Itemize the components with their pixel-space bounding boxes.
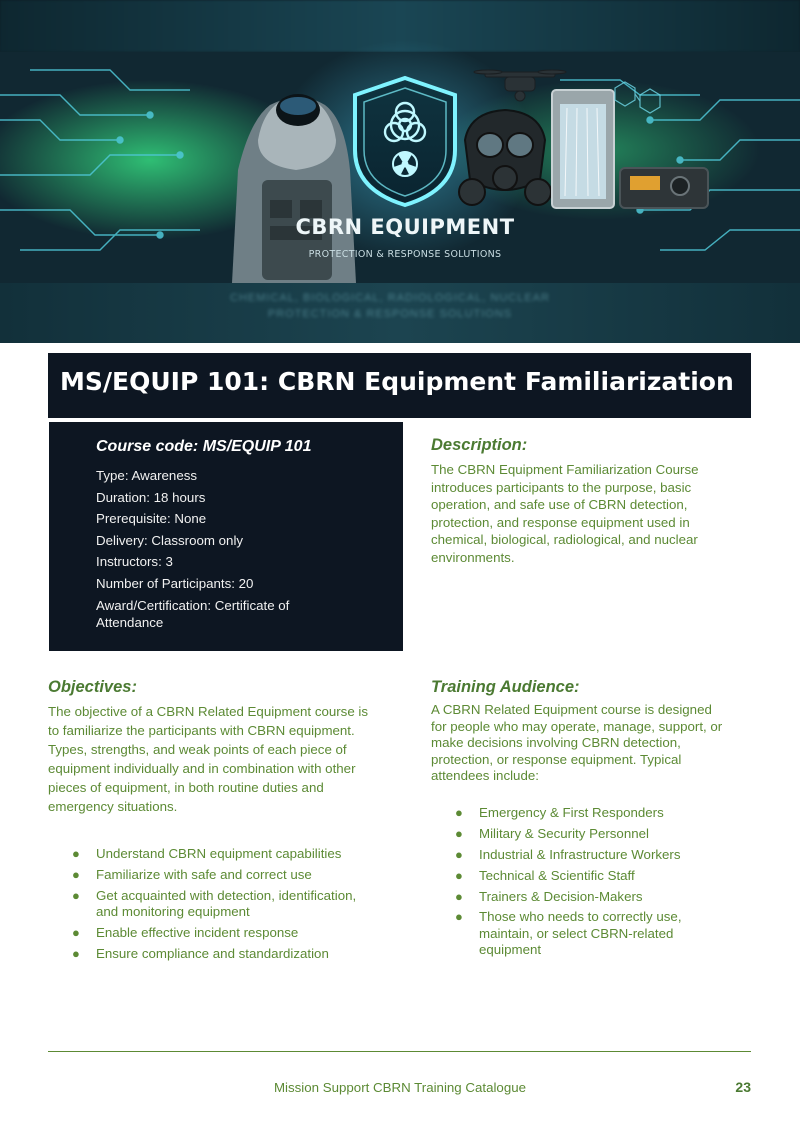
gas-mask-icon (459, 110, 551, 205)
bullet-icon: ● (455, 909, 463, 925)
info-type: Type: Awareness (96, 468, 198, 483)
ghost-line-2: PROTECTION & RESPONSE SOLUTIONS (267, 308, 513, 320)
audience-text: Industrial & Infrastructure Workers (479, 846, 681, 862)
course-code: Course code: MS/EQUIP 101 (96, 438, 312, 455)
audience-list (455, 805, 735, 963)
course-title: MS/EQUIP 101: CBRN Equipment Familiarization (60, 367, 734, 396)
bullet-icon: ● (455, 867, 463, 883)
course-info-card (49, 422, 403, 651)
footer-divider (48, 1051, 751, 1052)
info-prerequisite: Prerequisite: None (96, 511, 207, 527)
course-title-bar (48, 353, 751, 418)
audience-text: Emergency & First Responders (479, 805, 664, 820)
audience-text: Military & Security Personnel (479, 825, 649, 841)
audience-body: A CBRN Related Equipment course is designed for people who may operate, manage, support, or make decisions involving CBRN detection, protection, or response equipment. Typical attendees include: (431, 702, 723, 783)
cover-banner (0, 0, 800, 343)
list-item (72, 867, 382, 884)
footer-catalogue-title: Mission Support CBRN Training Catalogue (273, 1080, 527, 1095)
objective-text: Ensure compliance and standardization (96, 946, 329, 962)
bullet-icon: ● (455, 805, 463, 820)
objective-text: Enable effective incident response (96, 925, 299, 941)
list-item (72, 846, 382, 863)
banner-title: CBRN EQUIPMENT (295, 215, 515, 239)
decontamination-shower-icon (552, 90, 614, 208)
audience-text: Those who needs to correctly use, maintain, or select CBRN-related equipment (479, 909, 682, 958)
banner-ghost-text (230, 290, 550, 322)
list-item (455, 868, 735, 885)
objectives-body: The objective of a CBRN Related Equipment course is to familiarize the participants with CBRN equipment. Types, strengths, and weak points of each piece of equipment individually and in combination with other pieces of equipment, in both routine duties and emergency situations. (48, 704, 369, 814)
objectives-list (72, 846, 382, 967)
bullet-icon: ● (72, 925, 80, 941)
info-participants: Number of Participants: 20 (96, 575, 254, 591)
bullet-icon: ● (72, 946, 80, 962)
list-item (455, 909, 735, 959)
page-number: 23 (735, 1079, 751, 1095)
banner-subtitle: PROTECTION & RESPONSE SOLUTIONS (308, 249, 502, 260)
list-item (455, 847, 735, 864)
list-item (455, 889, 735, 906)
bullet-icon: ● (455, 888, 463, 904)
list-item (72, 888, 382, 921)
audience-text: Trainers & Decision-Makers (479, 888, 643, 904)
list-item (455, 805, 735, 822)
description-body: The CBRN Equipment Familiarization Course introduces participants to the purpose, basic operation, and safe use of CBRN detection, protection, and response equipment used in chemical, biological, radiological, and nuclear environments. (431, 462, 699, 565)
bullet-icon: ● (72, 887, 80, 903)
list-item (455, 826, 735, 843)
bullet-icon: ● (72, 866, 80, 882)
info-instructors: Instructors: 3 (96, 554, 173, 570)
objective-text: Understand CBRN equipment capabilities (96, 846, 342, 861)
description-heading: Description: (431, 436, 528, 454)
list-item (72, 925, 382, 942)
audience-text: Technical & Scientific Staff (479, 867, 635, 883)
bullet-icon: ● (72, 846, 80, 861)
objective-text: Get acquainted with detection, identification, and monitoring equipment (96, 887, 357, 920)
audience-heading: Training Audience: (431, 678, 580, 696)
bullet-icon: ● (455, 846, 463, 862)
bullet-icon: ● (455, 825, 463, 841)
biohazard-shield-icon (355, 78, 455, 205)
info-duration: Duration: 18 hours (96, 489, 206, 505)
info-delivery: Delivery: Classroom only (96, 532, 244, 548)
objective-text: Familiarize with safe and correct use (96, 866, 312, 882)
list-item (72, 946, 382, 963)
info-award: Award/Certification: Certificate of Attendance (96, 597, 290, 630)
ghost-line-1: CHEMICAL, BIOLOGICAL, RADIOLOGICAL, NUCLEAR (230, 292, 550, 304)
objectives-heading: Objectives: (48, 678, 137, 696)
detector-device-icon (620, 168, 708, 208)
